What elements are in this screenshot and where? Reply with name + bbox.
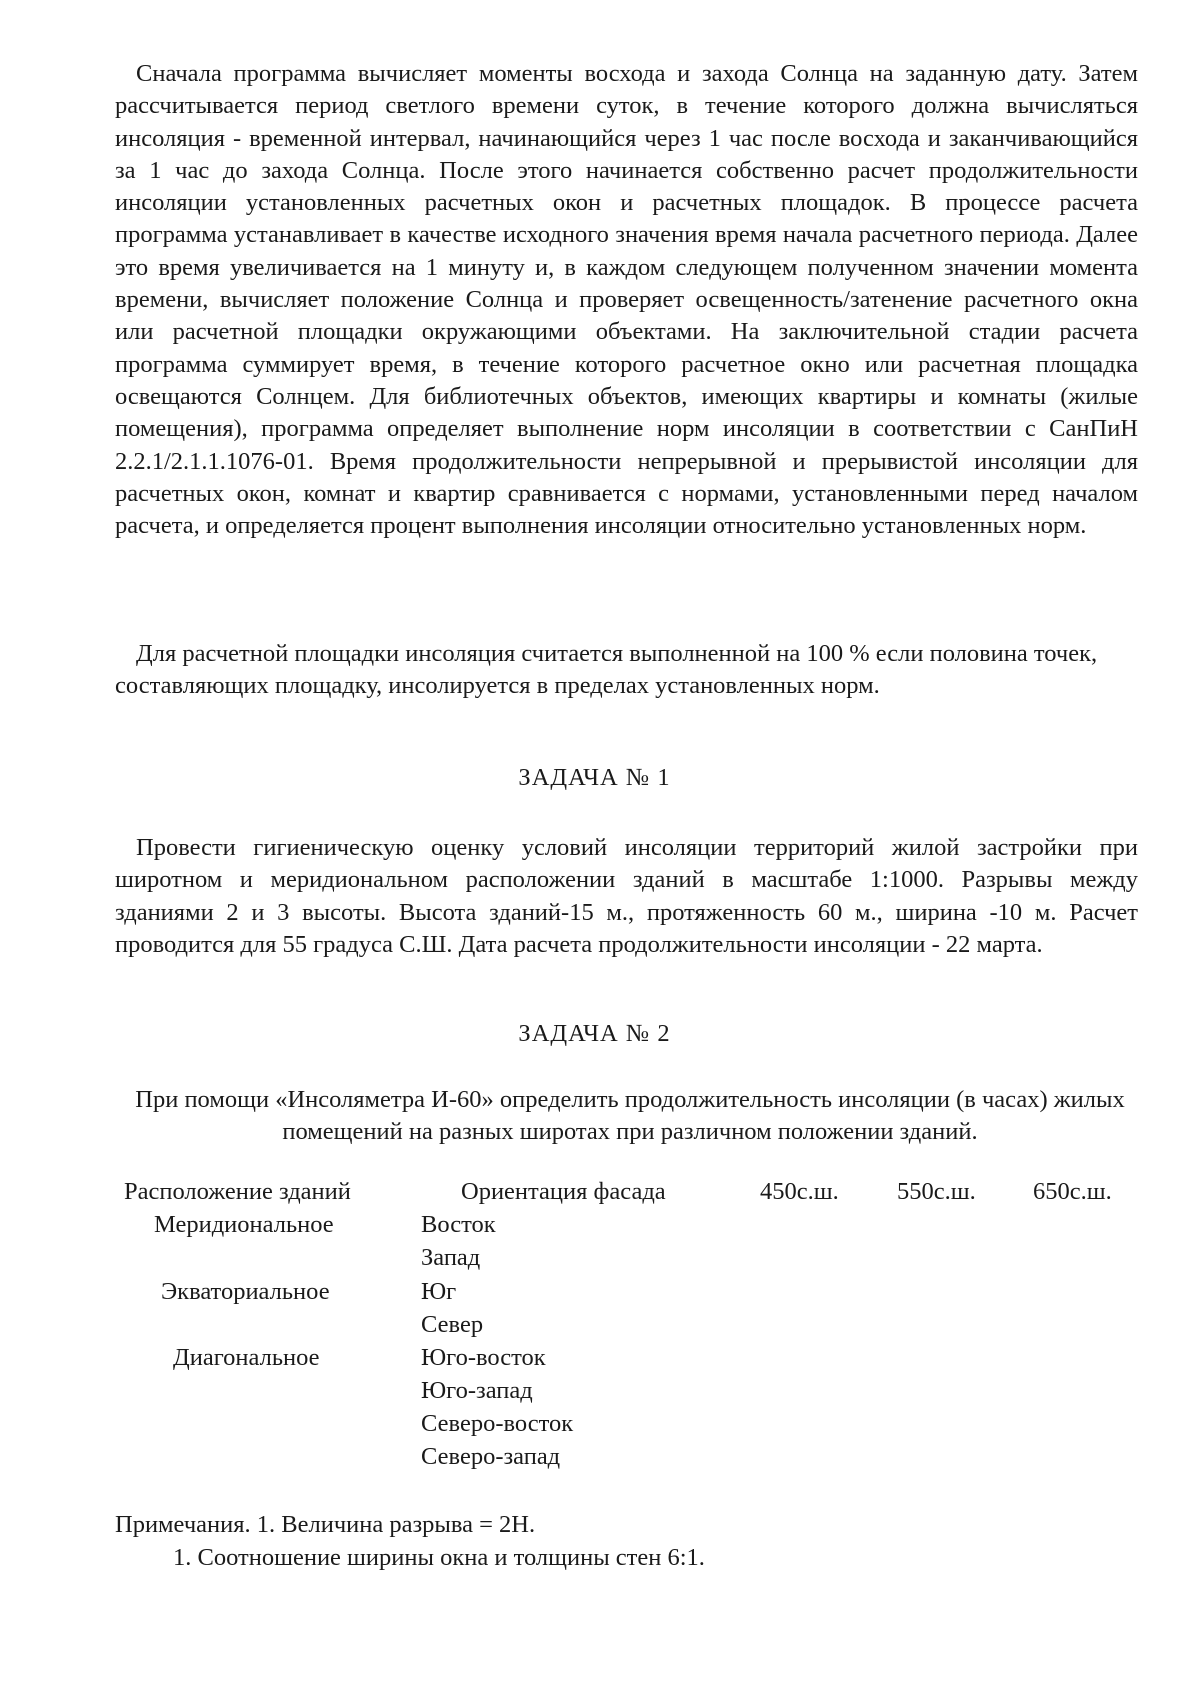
- group-meridional: Меридиональное: [154, 1211, 334, 1238]
- orientation-west: Запад: [421, 1244, 481, 1271]
- orientation-northwest: Северо-запад: [421, 1443, 561, 1470]
- orientation-north: Север: [421, 1311, 484, 1338]
- header-location: Расположение зданий: [124, 1178, 351, 1205]
- paragraph-site-insolation: Для расчетной площадки инсоляция считается выполненной на 100 % если половина точек, составляющих площадку, инсолируется в пределах установленных норм.: [115, 640, 1098, 700]
- orientation-east: Восток: [421, 1211, 496, 1238]
- notes: [115, 1508, 1115, 1574]
- task2-text: При помощи «Инсоляметра И-60» определить продолжительность инсоляции (в часах) жилых помещений на разных широтах при различном положении зданий.: [135, 1086, 1125, 1146]
- orientation-southwest: Юго-запад: [421, 1377, 533, 1404]
- header-lat65: 650с.ш.: [1033, 1178, 1112, 1205]
- paragraph-calculation-method: Сначала программа вычисляет моменты восхода и захода Солнца на заданную дату. Затем рассчитывается период светлого времени суток, в течение которого должна вычисляться инсоляция - временной интервал, начинающийся через 1 час после восхода и заканчивающийся за 1 час до захода Солнца. После этого начинается собственно расчет продолжительности инсоляции установленных расчетных окон и расчетных площадок. В процессе расчета программа устанавливает в качестве исходного значения время начала расчетного периода. Далее это время увеличивается на 1 минуту и, в каждом следующем полученном значении момента времени, вычисляет положение Солнца и проверяет освещенность/затенение расчетного окна или расчетной площадки окружающими объектами. На заключительной стадии расчета программа суммирует время, в течение которого расчетное окно или расчетная площадка освещаются Солнцем. Для библиотечных объектов, имеющих квартиры и комнаты (жилые помещения), программа определяет выполнение норм инсоляции в соответствии с СанПиН 2.2.1/2.1.1.1076-01. Время продолжительности непрерывной и прерывистой инсоляции для расчетных окон, комнат и квартир сравнивается с нормами, установленными перед началом расчета, и определяется процент выполнения инсоляции относительно установленных норм.: [115, 60, 1138, 540]
- note-line-1: Примечания. 1. Величина разрыва = 2Н.: [115, 1511, 536, 1538]
- task1-text: Провести гигиеническую оценку условий инсоляции территорий жилой застройки при широтном и меридиональном расположении зданий в масштабе 1:1000. Разрывы между зданиями 2 и 3 высоты. Высота зданий-15 м., протяженность 60 м., ширина -10 м. Расчет проводится для 55 градуса С.Ш. Дата расчета продолжительности инсоляции - 22 марта.: [115, 834, 1138, 958]
- header-orientation: Ориентация фасада: [461, 1178, 666, 1205]
- note-line-2: 1. Соотношение ширины окна и толщины стен 6:1.: [173, 1544, 705, 1571]
- header-lat55: 550с.ш.: [897, 1178, 976, 1205]
- task2-heading: ЗАДАЧА № 2: [518, 1020, 671, 1047]
- header-lat45: 450с.ш.: [760, 1178, 839, 1205]
- orientation-south: Юг: [421, 1278, 457, 1305]
- task1-heading: ЗАДАЧА № 1: [518, 764, 671, 791]
- group-diagonal: Диагональное: [173, 1344, 320, 1371]
- orientation-southeast: Юго-восток: [421, 1344, 546, 1371]
- orientation-northeast: Северо-восток: [421, 1410, 574, 1437]
- group-equatorial: Экваториальное: [161, 1278, 330, 1305]
